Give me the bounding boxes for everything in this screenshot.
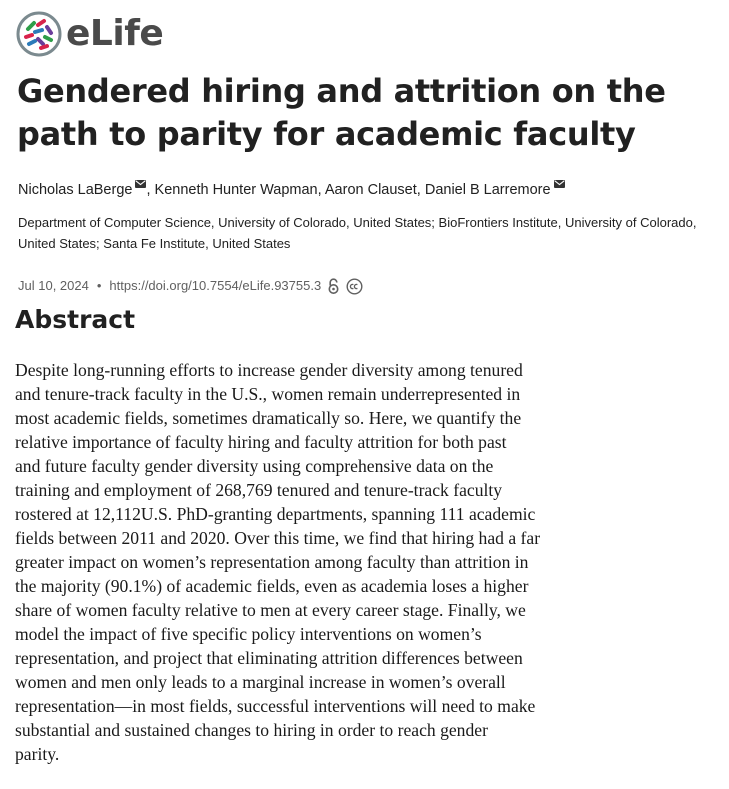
- creative-commons-icon: [346, 278, 363, 295]
- open-access-icon: [327, 278, 340, 295]
- author-name[interactable]: Aaron Clauset: [324, 182, 417, 198]
- author-name[interactable]: Nicholas LaBerge: [18, 182, 133, 198]
- author-separator: ,: [146, 182, 155, 198]
- abstract-text: Despite long-running efforts to increase gender diversity among tenured and tenure-track faculty in the U.S., women remain underrepresented in most academic fields, sometimes dramatically so. Here, we quantify the relative importance of faculty hiring and faculty attrition for both past and future faculty gender diversity using comprehensive data on the training and employment of 268,769 tenured and tenure-track faculty rostered at 12,112U.S. PhD-granting departments, spanning 111 academic fields between 2011 and 2020. Over this time, we find that hiring had a far greater impact on women’s representation among faculty than attrition in the majority (90.1%) of academic fields, even as academia loses a higher share of women faculty relative to men at every career stage. Finally, we model the impact of five specific policy interventions on women’s representation, and project that eliminating attrition differences between women and men only leads to a marginal increase in women’s overall representation—in most fields, successful interventions will need to make substantial and sustained changes to hiring in order to reach gender parity.: [15, 360, 541, 764]
- mail-icon[interactable]: [135, 180, 146, 188]
- abstract-heading: Abstract: [15, 305, 136, 334]
- publication-date: Jul 10, 2024: [18, 278, 89, 293]
- elife-logo-icon: [16, 11, 62, 57]
- author-separator: ,: [416, 182, 425, 198]
- meta-separator: •: [96, 278, 102, 293]
- article-meta: [18, 276, 718, 296]
- brand-name: eLife: [66, 13, 164, 54]
- doi-link[interactable]: https://doi.org/10.7554/eLife.93755.3: [109, 278, 322, 293]
- author-separator: ,: [317, 182, 325, 198]
- elife-logo[interactable]: [16, 11, 163, 57]
- author-name[interactable]: Kenneth Hunter Wapman: [154, 182, 318, 198]
- author-name[interactable]: Daniel B Larremore: [424, 182, 551, 198]
- author-list: [18, 180, 718, 200]
- article-title: Gendered hiring and attrition on the path to parity for academic faculty: [17, 72, 666, 153]
- affiliations: Department of Computer Science, University of Colorado, United States; BioFrontiers Institute, University of Colorado, United States; Santa Fe Institute, United States: [18, 215, 697, 251]
- mail-icon[interactable]: [554, 180, 565, 188]
